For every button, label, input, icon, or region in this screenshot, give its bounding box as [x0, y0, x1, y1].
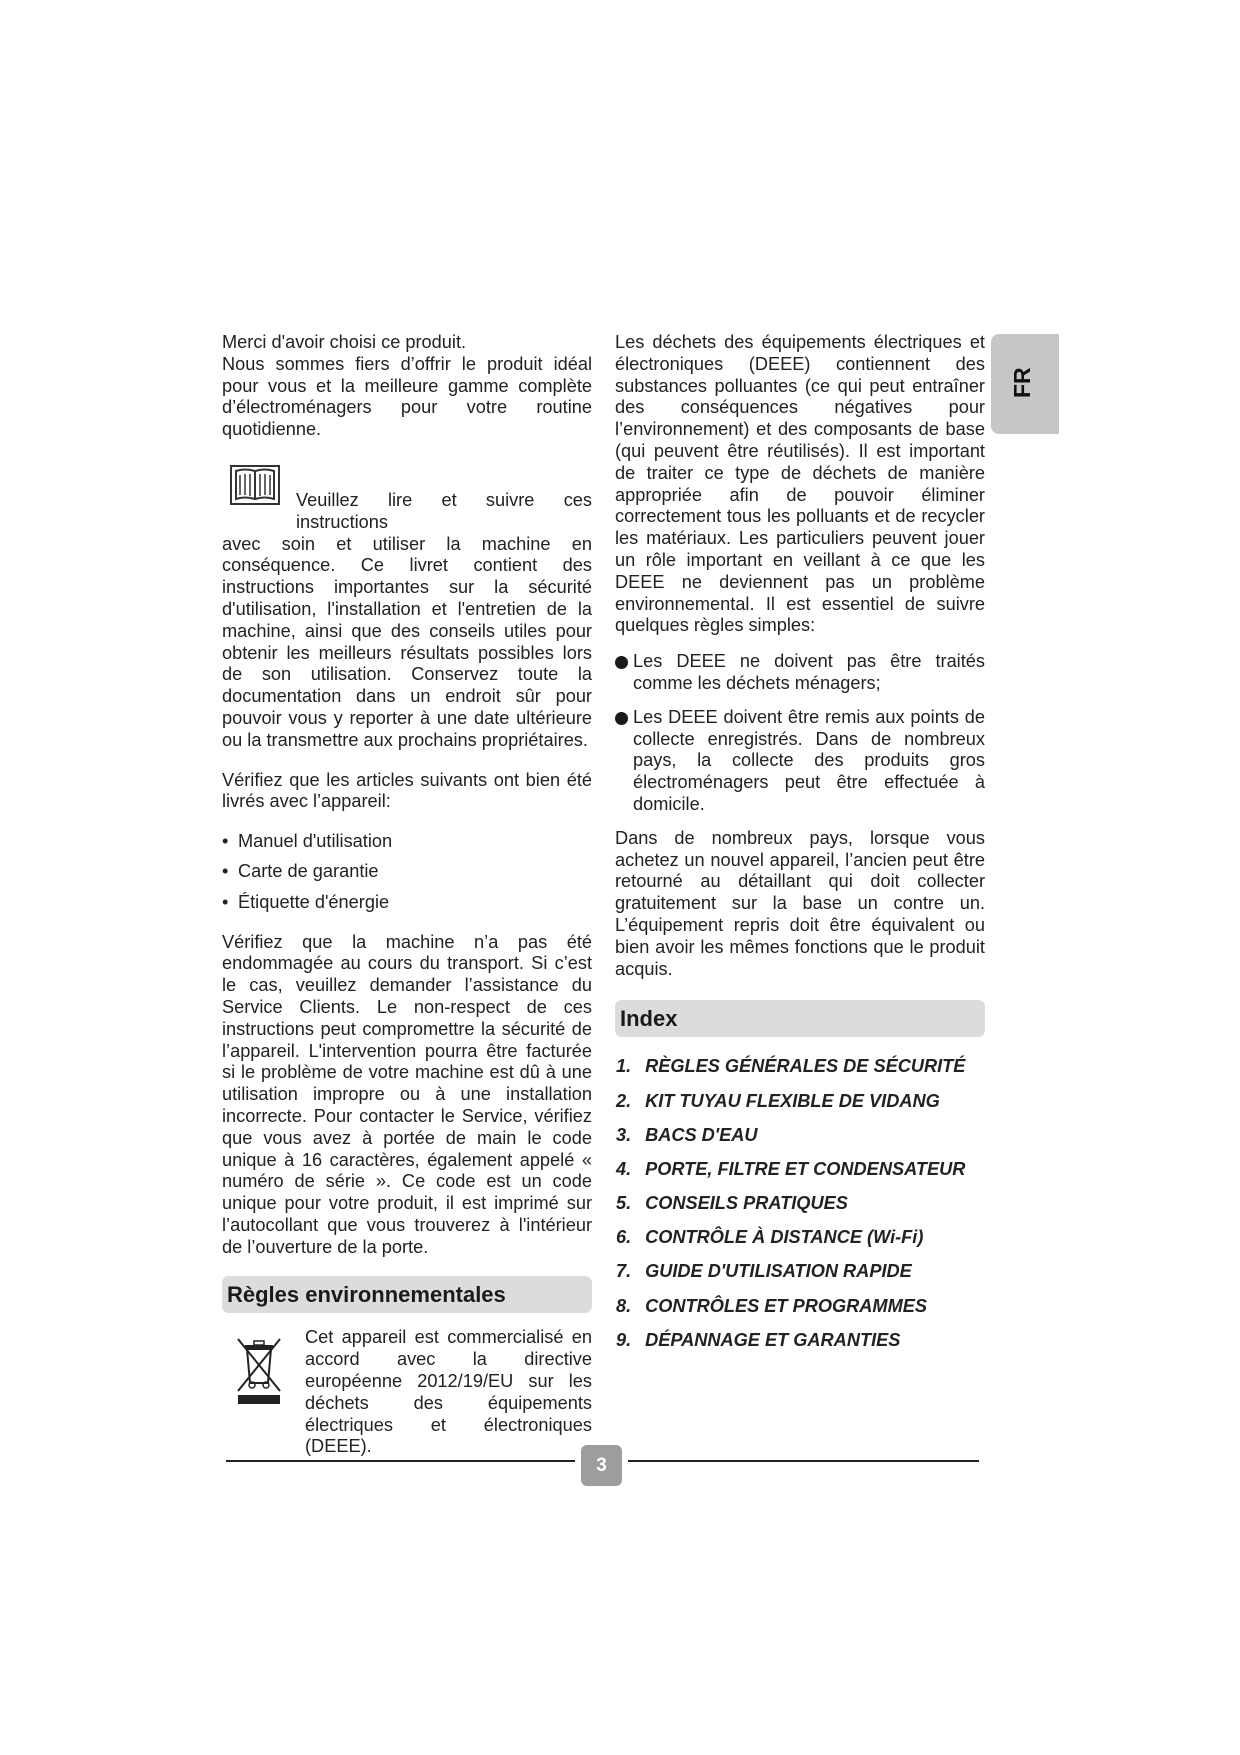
index-list: [615, 1055, 985, 1351]
environment-block: [222, 1327, 592, 1458]
footer-rule-right: [628, 1460, 979, 1462]
read-instructions-block: [222, 463, 592, 752]
weee-intro-text: Les déchets des équipements électriques et électroniques (DEEE) contiennent des substances polluantes (ce qui peut entraîner des conséquences négatives pour l’environnement) et des composants de base (qui peuvent être réutilisés). Il est important de traiter ce type de déchets de manière appropriée afin de pouvoir éliminer correctement tous les polluants et de recycler les matériaux. Les particuliers peuvent jouer un rôle important en veillant à ce que les DEEE ne deviennent pas un problème environnemental. Il est essentiel de suivre quelques règles simples:: [615, 332, 985, 636]
list-item: [615, 651, 985, 695]
right-column: [615, 332, 985, 1363]
language-tab: [991, 334, 1059, 434]
delivery-check-intro: Vérifiez que les articles suivants ont bien été livrés avec l’appareil:: [222, 769, 592, 812]
index-entry[interactable]: 9. DÉPANNAGE ET GARANTIES: [616, 1329, 901, 1350]
rule-text: Les DEEE doivent être remis aux points de collecte enregistrés. Dans de nombreux pays, la collecte des produits gros électroménagers peut être effectuée à domicile.: [633, 706, 985, 814]
environment-section-title: Règles environnementales: [222, 1276, 592, 1313]
left-column: [222, 332, 592, 1458]
index-entry[interactable]: 1. RÈGLES GÉNÉRALES DE SÉCURITÉ: [616, 1056, 966, 1077]
index-entry[interactable]: 5. CONSEILS PRATIQUES: [616, 1193, 848, 1214]
environment-text: Cet appareil est commercialisé en accord avec la directive européenne 2012/19/EU sur les déchets des équipements électriques et électroniques (DEEE).: [305, 1327, 592, 1457]
intro-thanks: Merci d'avoir choisi ce produit.: [222, 332, 467, 352]
index-entry[interactable]: 4. PORTE, FILTRE ET CONDENSATEUR: [616, 1158, 966, 1179]
bullet-dot-icon: [615, 712, 628, 725]
index-entry[interactable]: 7. GUIDE D'UTILISATION RAPIDE: [616, 1261, 912, 1282]
intro-pride: Nous sommes fiers d’offrir le produit idéal pour vous et la meilleure gamme complète d’électroménagers pour votre routine quotidienne.: [222, 353, 592, 440]
damage-check-text: Vérifiez que la machine n’a pas été endommagée au cours du transport. Si c’est le cas, veuillez demander l’assistance du Service Clients. Le non-respect de ces instructions peut compromettre la sécurité de l’appareil. L'intervention pourra être facturée si le problème de votre machine est dû à une utilisation impropre ou à une installation incorrecte. Pour contacter le Service, vérifiez que vous avez à portée de main le code unique à 16 caractères, également appelé « numéro de série ». Ce code est un code unique pour votre produit, il est imprimé sur l’autocollant que vous trouverez à l'intérieur de l’ouverture de la porte.: [222, 931, 592, 1257]
retailer-return-text: Dans de nombreux pays, lorsque vous achetez un nouvel appareil, l’ancien peut être retourné au détaillant qui doit collecter gratuitement sur la base un contre un. L’équipement repris doit être équivalent ou bien avoir les mêmes fonctions que le produit acquis.: [615, 827, 985, 979]
index-section-title: Index: [615, 1000, 985, 1037]
weee-rules-list: [615, 651, 985, 816]
index-entry[interactable]: 2. KIT TUYAU FLEXIBLE DE VIDANG: [616, 1090, 940, 1111]
manual-book-icon: [230, 463, 280, 505]
list-item: • Carte de garantie: [222, 861, 592, 883]
rule-text: Les DEEE ne doivent pas être traités comme les déchets ménagers;: [633, 651, 985, 693]
index-entry[interactable]: 6. CONTRÔLE À DISTANCE (Wi-Fi): [616, 1227, 924, 1248]
language-tab-label: FR: [1009, 367, 1035, 398]
index-entry[interactable]: 3. BACS D'EAU: [616, 1124, 758, 1145]
list-item: • Étiquette d'énergie: [222, 892, 592, 914]
read-instructions-first-line: Veuillez lire et suivre ces instructions: [296, 489, 592, 532]
list-item: [615, 707, 985, 816]
read-instructions-body: avec soin et utiliser la machine en conséquence. Ce livret contient des instructions importantes sur la sécurité d'utilisation, l'installation et l'entretien de la machine, ainsi que des conseils utiles pour obtenir les meilleurs résultats possibles lors de son utilisation. Conservez toute la documentation dans un endroit sûr pour pouvoir vous y reporter à une date ultérieure ou la transmettre aux prochains propriétaires.: [222, 533, 592, 750]
bullet-dot-icon: [615, 656, 628, 669]
intro-text: [222, 332, 592, 441]
list-item: • Manuel d'utilisation: [222, 831, 592, 853]
delivered-items-list: [222, 831, 592, 913]
index-entry[interactable]: 8. CONTRÔLES ET PROGRAMMES: [616, 1295, 927, 1316]
footer-rule-left: [226, 1460, 575, 1462]
crossed-bin-icon: [234, 1335, 284, 1405]
page-number: 3: [581, 1445, 622, 1486]
